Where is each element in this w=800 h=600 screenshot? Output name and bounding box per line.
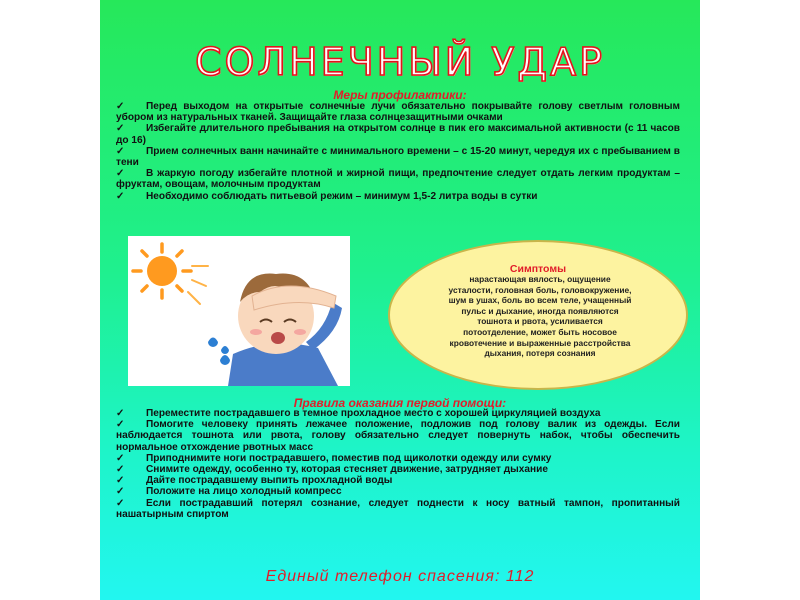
first-aid-heading: Правила оказания первой помощи:	[293, 396, 507, 410]
check-icon: ✓	[116, 452, 125, 464]
sun-and-boy-drawing	[128, 236, 350, 386]
list-item: ✓ В жаркую погоду избегайте плотной и жирной пищи, предпочтение следует отдать легким продуктам – фруктам, овощам, молочным продуктам	[116, 168, 680, 191]
list-item: ✓ Положите на лицо холодный компресс	[116, 486, 342, 498]
check-icon: ✓	[116, 145, 125, 157]
check-icon: ✓	[116, 408, 125, 419]
list-item: ✓ Прием солнечных ванн начинайте с минимального времени – с 15-20 минут, чередуя их с пребыванием в тени	[116, 145, 680, 169]
list-item: ✓ Приподнимите ноги пострадавшего, поместив под щиколотки одежду или сумку	[116, 452, 552, 464]
check-icon: ✓	[116, 464, 125, 476]
check-icon: ✓	[116, 475, 125, 487]
first-aid-list	[116, 408, 680, 520]
boy-figure	[228, 274, 342, 386]
check-icon: ✓	[116, 190, 125, 202]
check-icon: ✓	[116, 168, 125, 180]
sweat-drops-icon	[208, 338, 230, 366]
list-item: ✓ Перед выходом на открытые солнечные лучи обязательно покрывайте голову светлым головным убором из натуральных тканей. Защищайте глаза солнцезащитными очками	[116, 101, 680, 124]
poster-title: СОЛНЕЧНЫЙ УДАР	[194, 40, 605, 84]
check-icon: ✓	[116, 486, 125, 498]
list-item: ✓ Избегайте длительного пребывания на открытом солнце в пик его максимальной активности (с 11 часов до 16)	[116, 123, 680, 146]
check-icon: ✓	[116, 419, 125, 431]
check-icon: ✓	[116, 101, 125, 112]
list-item: ✓ Необходимо соблюдать питьевой режим – минимум 1,5-2 литра воды в сутки	[116, 190, 538, 202]
poster	[100, 0, 700, 600]
symptoms-heading: Симптомы	[509, 263, 567, 275]
list-item: ✓ Дайте пострадавшему выпить прохладной воды	[116, 475, 393, 487]
check-icon: ✓	[116, 497, 125, 509]
rescue-phone: Единый телефон спасения: 112	[265, 568, 535, 585]
overheated-boy-illustration	[128, 236, 350, 386]
prevention-heading: Меры профилактики:	[333, 88, 467, 102]
sun-icon	[133, 244, 208, 304]
list-item: ✓ Если пострадавший потерял сознание, следует поднести к носу ватный тампон, пропитанный нашатырным спиртом	[116, 497, 680, 520]
prevention-list	[116, 101, 680, 202]
check-icon: ✓	[116, 123, 125, 135]
list-item: ✓ Переместите пострадавшего в темное прохладное место с хорошей циркуляцией воздуха	[116, 408, 601, 419]
symptoms-bubble	[388, 240, 688, 390]
list-item: ✓ Помогите человеку принять лежачее положение, подложив под голову валик из одежды. Если наблюдается тошнота или рвота, голову обязательно следует повернуть набок, чтобы обеспечить нормальное отхождение рвотных масс	[116, 419, 680, 453]
list-item: ✓ Снимите одежду, особенно ту, которая стесняет движение, затрудняет дыхание	[116, 464, 548, 476]
symptoms-text: нарастающая вялость, ощущение усталости, головная боль, головокружение, шум в ушах, боль во всем теле, учащенный пульс и дыхание, иногда появляются тошнота и рвота, усиливается потоотделение, может быть носовое кровотечение и выраженные расстройства дыхания, потеря сознания	[448, 274, 632, 359]
